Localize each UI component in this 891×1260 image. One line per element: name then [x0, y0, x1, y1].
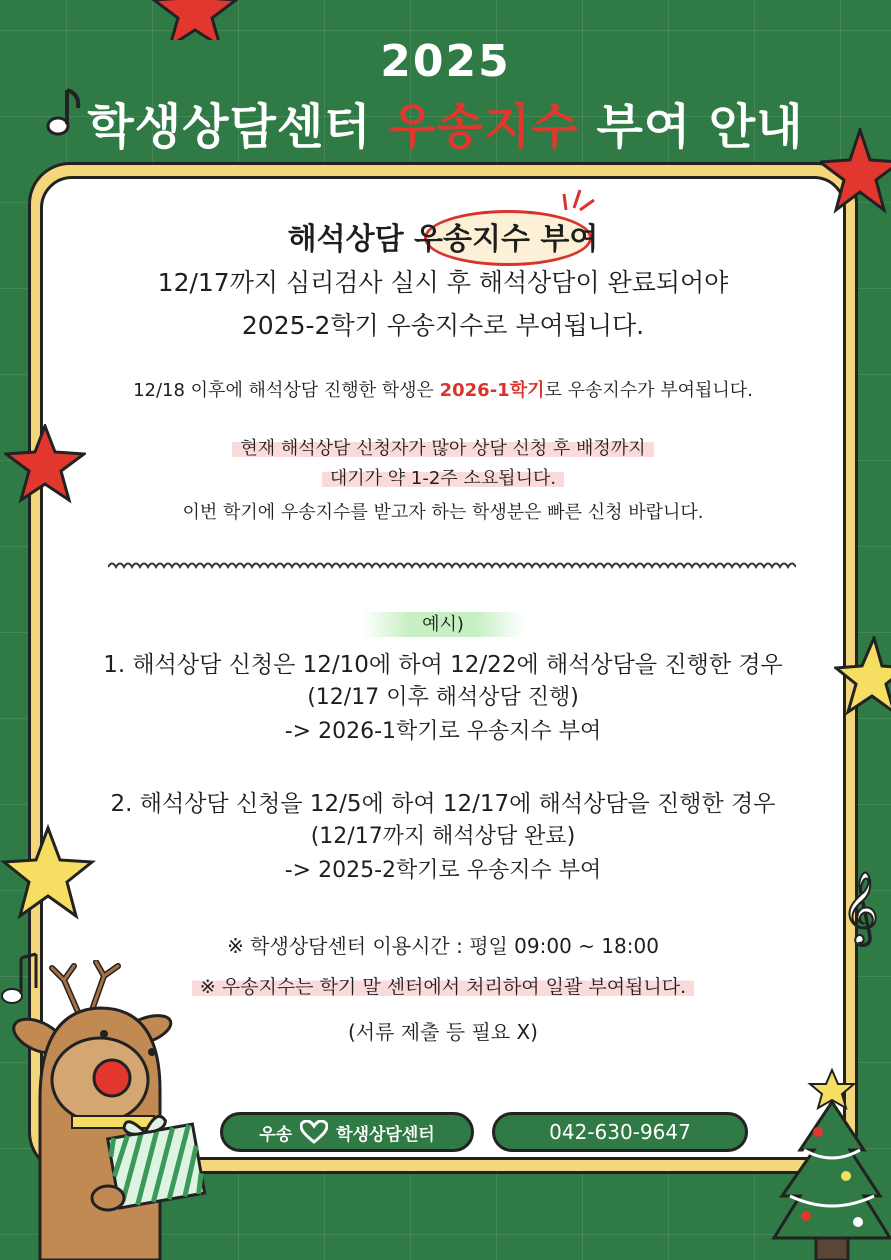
- title-suffix: 부여 안내: [578, 99, 804, 155]
- examples-label-text: 예시): [362, 612, 524, 637]
- heading-suffix: 부여: [529, 222, 599, 257]
- title-prefix: 학생상담센터: [87, 99, 390, 155]
- semester-line: 2025-2학기 우송지수로 부여됩니다.: [241, 311, 645, 340]
- christmas-tree-illustration: [770, 1066, 891, 1260]
- wait-line-2-text: 대기가 약 1-2주 소요됩니다.: [322, 468, 564, 489]
- example-1-title: 1. 해석상담 신청은 12/10에 하여 12/22에 해석상담을 진행한 경우: [103, 652, 783, 678]
- brand-right: 학생상담센터: [336, 1124, 435, 1145]
- star-icon: [150, 0, 240, 40]
- wavy-divider: [108, 558, 796, 576]
- examples-label: [40, 610, 846, 636]
- star-icon: [834, 636, 891, 720]
- star-icon: [820, 128, 891, 218]
- sparkle-icon: [560, 186, 596, 212]
- example-2-title: 2. 해석상담 신청을 12/5에 하여 12/17에 해석상담을 진행한 경우: [110, 791, 776, 817]
- page-title: [0, 88, 891, 157]
- heading-highlight: 우송지수: [414, 222, 530, 257]
- wait-line-2: [40, 464, 846, 490]
- no-docs-note: (서류 제출 등 필요 X): [348, 1020, 538, 1044]
- brand-left: 우송: [259, 1124, 293, 1145]
- wait-line-1: [40, 434, 846, 460]
- process-note-text: ※ 우송지수는 학기 말 센터에서 처리하여 일괄 부여됩니다.: [192, 976, 694, 998]
- star-icon: [4, 424, 86, 504]
- section-heading: [40, 214, 846, 258]
- star-icon: [0, 824, 96, 920]
- example-2-detail: (12/17까지 해석상담 완료): [310, 824, 576, 849]
- after-prefix: 12/18 이후에 해석상담 진행한 학생은: [133, 380, 440, 401]
- after-deadline-line: [40, 376, 846, 402]
- music-note-icon: [0, 950, 40, 1010]
- treble-clef-icon: 𝄞: [842, 870, 879, 943]
- example-1-detail: (12/17 이후 해석상담 진행): [307, 685, 579, 710]
- title-highlight: 우송지수: [389, 99, 579, 155]
- after-highlight: 2026-1학기: [439, 380, 545, 401]
- deadline-line: 12/17까지 심리검사 실시 후 해석상담이 완료되어야: [157, 268, 729, 297]
- after-suffix: 로 우송지수가 부여됩니다.: [544, 380, 753, 401]
- heart-icon: [300, 1120, 328, 1144]
- wait-line-1-text: 현재 해석상담 신청자가 많아 상담 신청 후 배정까지: [232, 438, 653, 459]
- title-year: 2025: [380, 36, 511, 87]
- example-2-result: -> 2025-2학기로 우송지수 부여: [284, 858, 602, 883]
- phone-pill[interactable]: 042-630-9647: [492, 1112, 748, 1152]
- wait-line-3: 이번 학기에 우송지수를 받고자 하는 학생분은 빠른 신청 바랍니다.: [182, 502, 704, 523]
- example-1-result: -> 2026-1학기로 우송지수 부여: [284, 719, 602, 744]
- hours-note: ※ 학생상담센터 이용시간 : 평일 09:00 ~ 18:00: [227, 934, 659, 958]
- center-brand-pill: [220, 1112, 474, 1152]
- heading-prefix: 해석상담: [287, 222, 415, 257]
